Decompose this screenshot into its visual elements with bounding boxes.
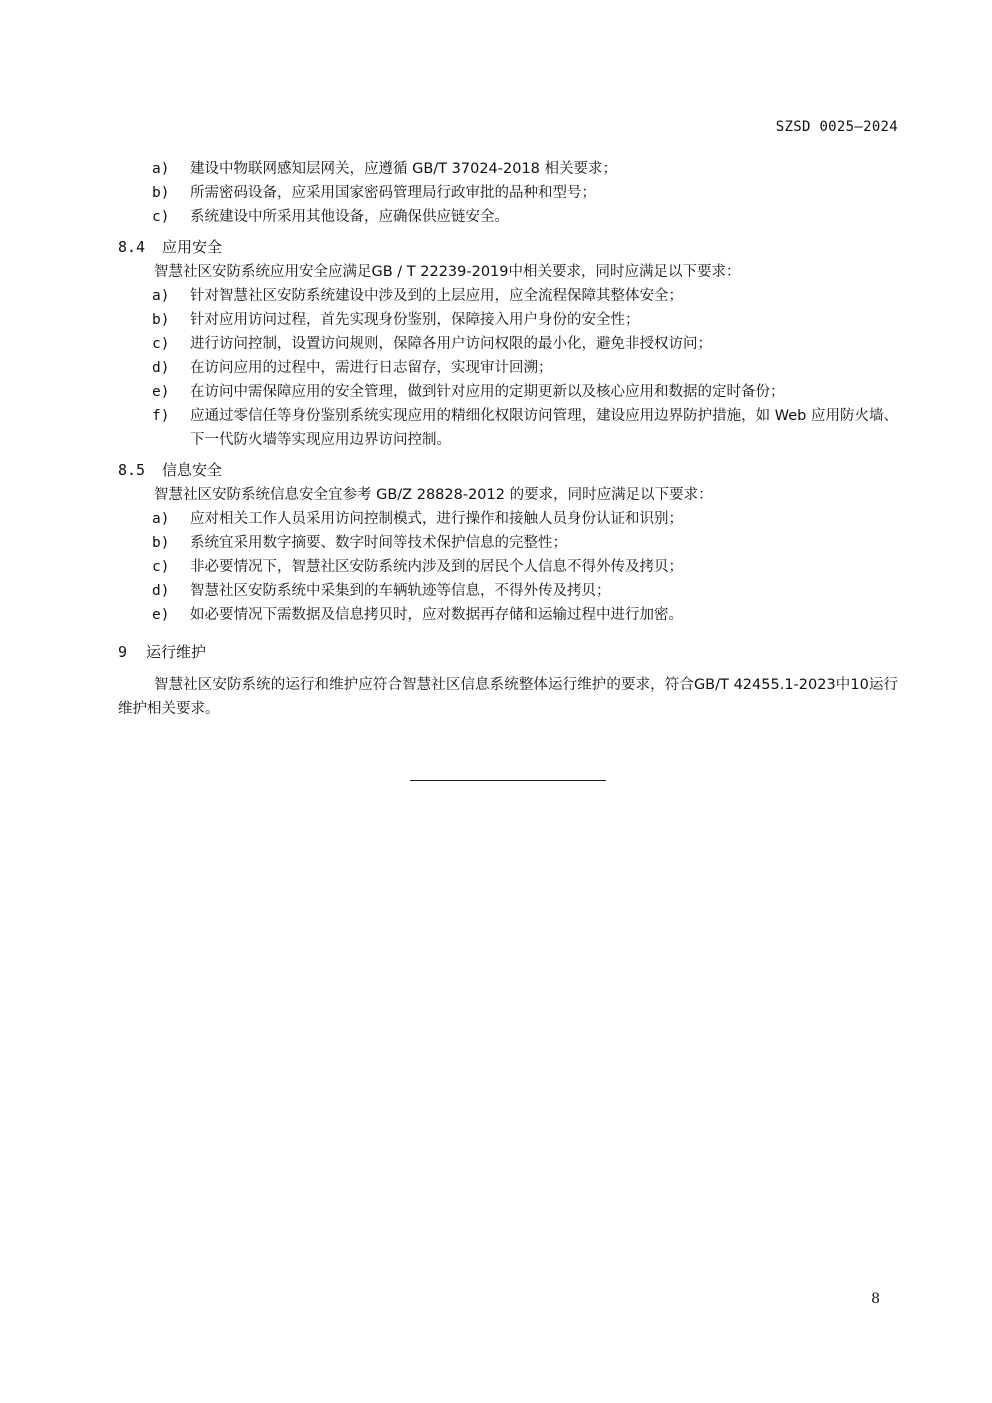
list-item-text: 应通过零信任等身份鉴别系统实现应用的精细化权限访问管理，建设应用边界防护措施，如 Web 应用防火墙、下一代防火墙等实现应用边界访问控制。	[190, 408, 898, 448]
chapter-body: 智慧社区安防系统的运行和维护应符合智慧社区信息系统整体运行维护的要求，符合GB/T 42455.1-2023中10运行维护相关要求。	[118, 677, 898, 717]
list-item	[118, 603, 898, 627]
list-item-text: 应对相关工作人员采用访问控制模式，进行操作和接触人员身份认证和识别；	[190, 511, 683, 527]
list-item-text: 系统建设中所采用其他设备，应确保供应链安全。	[190, 209, 509, 225]
spacer	[118, 665, 898, 673]
list-item-label: f)	[152, 408, 170, 424]
section-title: 信息安全	[162, 461, 223, 479]
list-item-text: 建设中物联网感知层网关，应遵循 GB/T 37024-2018 相关要求；	[190, 161, 618, 177]
list-item	[118, 404, 898, 452]
list-item	[118, 531, 898, 555]
chapter-title: 运行维护	[146, 643, 207, 661]
list-item-text: 智慧社区安防系统中采集到的车辆轨迹等信息，不得外传及拷贝；	[190, 583, 611, 599]
list-item-text: 所需密码设备，应采用国家密码管理局行政审批的品种和型号；	[190, 185, 596, 201]
list-item	[118, 157, 898, 181]
section-intro: 智慧社区安防系统信息安全宜参考 GB/Z 28828-2012 的要求，同时应满足以下要求：	[154, 487, 713, 503]
list-item-text: 进行访问控制，设置访问规则，保障各用户访问权限的最小化，避免非授权访问；	[190, 336, 712, 352]
list-item-label: a)	[152, 161, 170, 177]
list-item	[118, 507, 898, 531]
list-item	[118, 579, 898, 603]
list-item	[118, 332, 898, 356]
chapter-number: 9	[118, 643, 128, 661]
chapter-heading-9	[118, 639, 898, 665]
list-item-text: 在访问应用的过程中，需进行日志留存，实现审计回溯；	[190, 360, 553, 376]
list-item-text: 针对应用访问过程，首先实现身份鉴别，保障接入用户身份的安全性；	[190, 312, 640, 328]
end-rule	[410, 780, 606, 781]
list-item-label: d)	[152, 360, 170, 376]
section-title: 应用安全	[162, 238, 223, 256]
document-code: SZSD 0025—2024	[775, 119, 898, 135]
list-item-label: b)	[152, 535, 170, 551]
list-item-label: b)	[152, 185, 170, 201]
list-item-label: d)	[152, 583, 170, 599]
list-item-text: 在访问中需保障应用的安全管理，做到针对应用的定期更新以及核心应用和数据的定时备份；	[190, 384, 785, 400]
list-item	[118, 308, 898, 332]
list-item-label: c)	[152, 559, 170, 575]
list-item-text: 针对智慧社区安防系统建设中涉及到的上层应用，应全流程保障其整体安全；	[190, 288, 683, 304]
list-item	[118, 356, 898, 380]
list-item	[118, 555, 898, 579]
section-heading-8-5	[118, 457, 898, 483]
section-intro: 智慧社区安防系统应用安全应满足GB / T 22239-2019中相关要求，同时应满足以下要求：	[154, 264, 741, 280]
list-item	[118, 205, 898, 229]
list-item-label: a)	[152, 511, 170, 527]
section-number: 8.4	[118, 238, 146, 256]
list-item-label: c)	[152, 336, 170, 352]
list-item-text: 非必要情况下，智慧社区安防系统内涉及到的居民个人信息不得外传及拷贝；	[190, 559, 683, 575]
list-item-label: c)	[152, 209, 170, 225]
list-item-text: 系统宜采用数字摘要、数字时间等技术保护信息的完整性；	[190, 535, 567, 551]
list-item	[118, 181, 898, 205]
page-number: 8	[871, 1291, 880, 1307]
list-item-label: e)	[152, 607, 170, 623]
section-heading-8-4	[118, 234, 898, 260]
list-item	[118, 380, 898, 404]
list-item-label: e)	[152, 384, 170, 400]
list-item	[118, 284, 898, 308]
list-item-label: b)	[152, 312, 170, 328]
list-item-text: 如必要情况下需数据及信息拷贝时，应对数据再存储和运输过程中进行加密。	[190, 607, 683, 623]
section-number: 8.5	[118, 461, 146, 479]
page-content	[118, 157, 898, 721]
list-item-label: a)	[152, 288, 170, 304]
